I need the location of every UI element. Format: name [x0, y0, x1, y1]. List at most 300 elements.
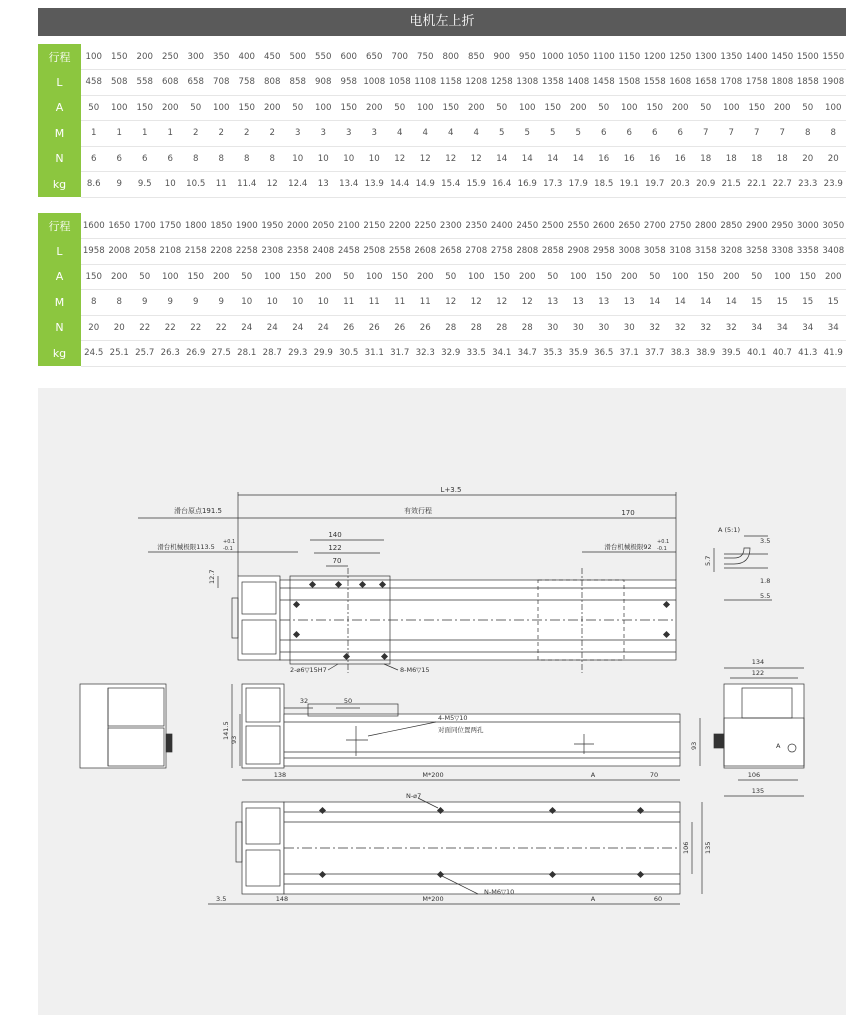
spec-cell: 2600 — [591, 213, 617, 239]
spec-cell: 350 — [209, 44, 235, 70]
spec-cell: 2650 — [617, 213, 643, 239]
spec-cell: 1308 — [515, 70, 541, 96]
spec-cell: 26 — [413, 315, 439, 341]
spec-row — [38, 239, 846, 265]
spec-cell: 3 — [311, 121, 337, 147]
side-dim-134: 134 — [751, 658, 765, 666]
spec-cell: 200 — [209, 264, 235, 290]
spec-cell: 14 — [566, 146, 592, 172]
spec-row — [38, 341, 846, 367]
spec-cell: 200 — [158, 95, 184, 121]
spec-cell: 200 — [413, 264, 439, 290]
spec-cell: 100 — [158, 264, 184, 290]
spec-cell: 2708 — [464, 239, 490, 265]
front-dim-138: 138 — [273, 771, 287, 779]
spec-row — [38, 315, 846, 341]
spec-cell: 10 — [158, 172, 184, 198]
spec-cell: 150 — [540, 95, 566, 121]
spec-cell: 28 — [464, 315, 490, 341]
bottom-dim-106: 106 — [682, 841, 690, 854]
spec-cell: 1400 — [744, 44, 770, 70]
spec-cell: 600 — [336, 44, 362, 70]
spec-cell: 32.3 — [413, 341, 439, 367]
detail-5-7: 5.7 — [704, 555, 712, 566]
dim-slide-origin: 滑台原点191.5 — [173, 507, 223, 515]
spec-cell: 1750 — [158, 213, 184, 239]
spec-cell: 1858 — [795, 70, 821, 96]
spec-cell: 100 — [617, 95, 643, 121]
spec-cell: 24 — [234, 315, 260, 341]
spec-cell: 10 — [362, 146, 388, 172]
spec-cell: 31.7 — [387, 341, 413, 367]
spec-cell: 6 — [642, 121, 668, 147]
spec-cell: 12 — [438, 146, 464, 172]
spec-cell: 20.9 — [693, 172, 719, 198]
spec-cell: 37.1 — [617, 341, 643, 367]
spec-cell: 150 — [183, 264, 209, 290]
spec-cell: 1150 — [617, 44, 643, 70]
spec-cell: 50 — [387, 95, 413, 121]
dim-70: 70 — [332, 557, 342, 565]
spec-cell: 100 — [107, 95, 133, 121]
spec-cell: 9 — [158, 290, 184, 316]
spec-cell: 6 — [668, 121, 694, 147]
spec-cell: 24 — [285, 315, 311, 341]
spec-cell: 2250 — [413, 213, 439, 239]
spec-cell: 150 — [132, 95, 158, 121]
spec-cell: 28 — [438, 315, 464, 341]
spec-cell: 2800 — [693, 213, 719, 239]
spec-cell: 3000 — [795, 213, 821, 239]
row-label: M — [38, 290, 81, 316]
spec-cell: 26 — [387, 315, 413, 341]
spec-cell: 2500 — [540, 213, 566, 239]
spec-cell: 2 — [260, 121, 286, 147]
tol-right-plus: +0.1 — [657, 539, 670, 545]
spec-cell: 15.9 — [464, 172, 490, 198]
spec-cell: 100 — [719, 95, 745, 121]
spec-cell: 18 — [693, 146, 719, 172]
spec-cell: 1008 — [362, 70, 388, 96]
spec-cell: 13 — [591, 290, 617, 316]
spec-cell: 36.5 — [591, 341, 617, 367]
spec-cell: 2358 — [285, 239, 311, 265]
spec-cell: 1950 — [260, 213, 286, 239]
detail-title: A (5:1) — [718, 526, 741, 534]
spec-cell: 100 — [81, 44, 107, 70]
spec-cell: 2508 — [362, 239, 388, 265]
spec-cell: 15 — [744, 290, 770, 316]
spec-cell: 19.1 — [617, 172, 643, 198]
spec-cell: 100 — [209, 95, 235, 121]
spec-cell: 17.9 — [566, 172, 592, 198]
spec-cell: 7 — [770, 121, 796, 147]
spec-cell: 28 — [489, 315, 515, 341]
spec-row — [38, 121, 846, 147]
spec-cell: 30 — [617, 315, 643, 341]
spec-cell: 100 — [413, 95, 439, 121]
spec-cell: 8 — [821, 121, 847, 147]
spec-cell: 14 — [642, 290, 668, 316]
spec-cell: 5 — [566, 121, 592, 147]
spec-cell: 11 — [362, 290, 388, 316]
spec-cell: 2208 — [209, 239, 235, 265]
spec-cell: 50 — [81, 95, 107, 121]
spec-cell: 22 — [158, 315, 184, 341]
spec-cell: 2200 — [387, 213, 413, 239]
spec-cell: 1708 — [719, 70, 745, 96]
spec-cell: 20 — [107, 315, 133, 341]
spec-cell: 3258 — [744, 239, 770, 265]
spec-cell: 15 — [821, 290, 847, 316]
row-label: N — [38, 315, 81, 341]
spec-cell: 758 — [234, 70, 260, 96]
spec-cell: 25.1 — [107, 341, 133, 367]
spec-cell: 200 — [107, 264, 133, 290]
spec-cell: 2450 — [515, 213, 541, 239]
front-dim-32: 32 — [299, 697, 309, 705]
spec-cell: 2458 — [336, 239, 362, 265]
spec-cell: 3 — [285, 121, 311, 147]
dim-mech-limit-left: 滑台机械极限113.5 — [157, 543, 215, 551]
spec-cell: 5 — [489, 121, 515, 147]
spec-cell: 7 — [693, 121, 719, 147]
spec-cell: 50 — [693, 95, 719, 121]
spec-cell: 200 — [132, 44, 158, 70]
spec-cell: 3358 — [795, 239, 821, 265]
detail-5-5: 5.5 — [760, 592, 771, 600]
spec-cell: 12 — [413, 146, 439, 172]
spec-cell: 1600 — [81, 213, 107, 239]
spec-cell: 150 — [489, 264, 515, 290]
row-label: M — [38, 121, 81, 147]
spec-cell: 1250 — [668, 44, 694, 70]
spec-cell: 6 — [158, 146, 184, 172]
front-note-2: 对面同位置两孔 — [438, 726, 484, 734]
spec-cell: 12 — [464, 290, 490, 316]
spec-cell: 10 — [285, 290, 311, 316]
spec-cell: 6 — [107, 146, 133, 172]
spec-cell: 34 — [795, 315, 821, 341]
spec-cell: 15.4 — [438, 172, 464, 198]
side-dim-106: 106 — [747, 771, 761, 779]
technical-drawing — [38, 388, 846, 1015]
technical-drawing-panel — [38, 388, 846, 1015]
spec-cell: 550 — [311, 44, 337, 70]
spec-cell: 150 — [642, 95, 668, 121]
spec-cell: 8 — [260, 146, 286, 172]
spec-cell: 150 — [336, 95, 362, 121]
spec-cell: 200 — [362, 95, 388, 121]
spec-cell: 1208 — [464, 70, 490, 96]
spec-cell: 19.7 — [642, 172, 668, 198]
spec-cell: 3108 — [668, 239, 694, 265]
spec-cell: 1258 — [489, 70, 515, 96]
spec-cell: 700 — [387, 44, 413, 70]
spec-row — [38, 146, 846, 172]
spec-cell: 8 — [234, 146, 260, 172]
spec-cell: 150 — [438, 95, 464, 121]
spec-cell: 10 — [311, 290, 337, 316]
spec-cell: 20 — [795, 146, 821, 172]
spec-cell: 300 — [183, 44, 209, 70]
right-side-view — [690, 658, 804, 796]
spec-cell: 18 — [770, 146, 796, 172]
spec-cell: 15 — [770, 290, 796, 316]
spec-cell: 11 — [336, 290, 362, 316]
spec-cell: 1850 — [209, 213, 235, 239]
spec-cell: 1650 — [107, 213, 133, 239]
spec-cell: 3158 — [693, 239, 719, 265]
spec-cell: 11 — [413, 290, 439, 316]
front-dim-50: 50 — [343, 697, 353, 705]
spec-cell: 1108 — [413, 70, 439, 96]
spec-cell: 2758 — [489, 239, 515, 265]
spec-row — [38, 213, 846, 239]
spec-cell: 18 — [744, 146, 770, 172]
spec-cell: 200 — [617, 264, 643, 290]
left-end-view — [80, 684, 172, 768]
spec-cell: 3008 — [617, 239, 643, 265]
spec-cell: 20 — [821, 146, 847, 172]
spec-cell: 8 — [81, 290, 107, 316]
spec-cell: 13 — [311, 172, 337, 198]
spec-cell: 1 — [107, 121, 133, 147]
spec-cell: 2950 — [770, 213, 796, 239]
spec-cell: 200 — [821, 264, 847, 290]
bottom-view — [208, 792, 712, 904]
spec-cell: 50 — [234, 264, 260, 290]
spec-cell: 150 — [81, 264, 107, 290]
spec-cell: 1658 — [693, 70, 719, 96]
spec-cell: 50 — [183, 95, 209, 121]
spec-cell: 33.5 — [464, 341, 490, 367]
spec-cell: 10 — [234, 290, 260, 316]
detail-3-5: 3.5 — [760, 537, 771, 545]
spec-cell: 12 — [489, 290, 515, 316]
spec-cell: 30 — [566, 315, 592, 341]
spec-cell: 12 — [387, 146, 413, 172]
spec-cell: 18 — [719, 146, 745, 172]
spec-cell: 8 — [209, 146, 235, 172]
side-dim-122: 122 — [751, 669, 765, 677]
dim-12-7: 12.7 — [208, 569, 216, 584]
front-dim-93: 93 — [230, 735, 238, 744]
bottom-dim-3-5: 3.5 — [216, 895, 227, 903]
spec-cell: 150 — [744, 95, 770, 121]
spec-cell: 14.4 — [387, 172, 413, 198]
spec-cell: 2850 — [719, 213, 745, 239]
dim-effective-stroke: 有效行程 — [404, 507, 432, 515]
spec-cell: 2 — [183, 121, 209, 147]
spec-cell: 658 — [183, 70, 209, 96]
spec-cell: 1 — [158, 121, 184, 147]
spec-cell: 3050 — [821, 213, 847, 239]
spec-cell: 11 — [209, 172, 235, 198]
spec-row — [38, 290, 846, 316]
spec-cell: 458 — [81, 70, 107, 96]
spec-cell: 750 — [413, 44, 439, 70]
spec-cell: 24 — [311, 315, 337, 341]
spec-cell: 2558 — [387, 239, 413, 265]
spec-cell: 8.6 — [81, 172, 107, 198]
spec-cell: 8 — [183, 146, 209, 172]
spec-cell: 41.3 — [795, 341, 821, 367]
spec-cell: 2900 — [744, 213, 770, 239]
bottom-dim-135: 135 — [704, 841, 712, 854]
spec-cell: 608 — [158, 70, 184, 96]
spec-cell: 3308 — [770, 239, 796, 265]
spec-cell: 100 — [668, 264, 694, 290]
spec-cell: 28.1 — [234, 341, 260, 367]
spec-cell: 22.7 — [770, 172, 796, 198]
dim-170: 170 — [621, 509, 635, 517]
front-dim-141-5: 141.5 — [222, 721, 230, 740]
spec-cell: 2350 — [464, 213, 490, 239]
spec-cell: 28.7 — [260, 341, 286, 367]
spec-cell: 650 — [362, 44, 388, 70]
spec-cell: 1058 — [387, 70, 413, 96]
front-dim-a: A — [590, 771, 596, 779]
spec-cell: 22.1 — [744, 172, 770, 198]
spec-cell: 29.9 — [311, 341, 337, 367]
spec-cell: 50 — [540, 264, 566, 290]
spec-cell: 200 — [566, 95, 592, 121]
spec-cell: 3 — [336, 121, 362, 147]
spec-cell: 1550 — [821, 44, 847, 70]
spec-cell: 1100 — [591, 44, 617, 70]
spec-cell: 400 — [234, 44, 260, 70]
spec-cell: 23.3 — [795, 172, 821, 198]
spec-cell: 1350 — [719, 44, 745, 70]
side-a-label: A — [776, 742, 781, 750]
spec-cell: 40.7 — [770, 341, 796, 367]
spec-cell: 150 — [387, 264, 413, 290]
top-view — [138, 486, 676, 674]
spec-cell: 34 — [770, 315, 796, 341]
spec-cell: 9.5 — [132, 172, 158, 198]
spec-cell: 13.9 — [362, 172, 388, 198]
spec-cell: 1158 — [438, 70, 464, 96]
front-note-1: 4-M5▽10 — [438, 714, 468, 722]
spec-cell: 6 — [81, 146, 107, 172]
spec-cell: 1050 — [566, 44, 592, 70]
spec-cell: 34.1 — [489, 341, 515, 367]
spec-cell: 9 — [183, 290, 209, 316]
spec-cell: 2308 — [260, 239, 286, 265]
spec-cell: 1758 — [744, 70, 770, 96]
tol-right-minus: -0.1 — [657, 546, 667, 552]
spec-cell: 5 — [515, 121, 541, 147]
spec-cell: 22 — [209, 315, 235, 341]
spec-cell: 13 — [617, 290, 643, 316]
spec-row — [38, 44, 846, 70]
spec-cell: 15 — [795, 290, 821, 316]
spec-cell: 6 — [617, 121, 643, 147]
spec-cell: 3208 — [719, 239, 745, 265]
spec-cell: 39.5 — [719, 341, 745, 367]
spec-cell: 1300 — [693, 44, 719, 70]
dim-122: 122 — [328, 544, 342, 552]
spec-cell: 16 — [617, 146, 643, 172]
spec-cell: 50 — [642, 264, 668, 290]
dim-overall: L+3.5 — [440, 486, 462, 494]
spec-cell: 14.9 — [413, 172, 439, 198]
spec-cell: 200 — [719, 264, 745, 290]
spec-cell: 25.7 — [132, 341, 158, 367]
spec-cell: 38.3 — [668, 341, 694, 367]
spec-cell: 2858 — [540, 239, 566, 265]
row-label: L — [38, 239, 81, 265]
spec-cell: 2608 — [413, 239, 439, 265]
spec-cell: 1000 — [540, 44, 566, 70]
spec-cell: 16 — [591, 146, 617, 172]
spec-cell: 34.7 — [515, 341, 541, 367]
spec-cell: 34 — [821, 315, 847, 341]
spec-cell: 11 — [387, 290, 413, 316]
spec-cell: 16 — [668, 146, 694, 172]
tol-left-minus: -0.1 — [223, 546, 233, 552]
spec-cell: 708 — [209, 70, 235, 96]
spec-cell: 958 — [336, 70, 362, 96]
spec-cell: 50 — [438, 264, 464, 290]
spec-cell: 9 — [107, 172, 133, 198]
bottom-dim-a: A — [590, 895, 596, 903]
spec-cell: 50 — [336, 264, 362, 290]
row-label: kg — [38, 341, 81, 367]
spec-cell: 200 — [260, 95, 286, 121]
spec-cell: 30 — [540, 315, 566, 341]
front-dim-70: 70 — [649, 771, 659, 779]
spec-cell: 12.4 — [285, 172, 311, 198]
spec-cell: 150 — [234, 95, 260, 121]
spec-cell: 200 — [770, 95, 796, 121]
spec-cell: 6 — [591, 121, 617, 147]
spec-cell: 40.1 — [744, 341, 770, 367]
spec-cell: 50 — [132, 264, 158, 290]
spec-cell: 100 — [260, 264, 286, 290]
bottom-note-n-m6: N-M6▽10 — [484, 888, 515, 896]
spec-cell: 150 — [693, 264, 719, 290]
spec-cell: 35.3 — [540, 341, 566, 367]
note-hole-right: 8-M6▽15 — [400, 666, 430, 674]
spec-cell: 2100 — [336, 213, 362, 239]
spec-cell: 100 — [770, 264, 796, 290]
spec-cell: 1458 — [591, 70, 617, 96]
spec-cell: 14 — [719, 290, 745, 316]
spec-cell: 3 — [362, 121, 388, 147]
spec-cell: 26 — [362, 315, 388, 341]
spec-cell: 900 — [489, 44, 515, 70]
row-label: kg — [38, 172, 81, 198]
spec-cell: 2158 — [183, 239, 209, 265]
spec-cell: 3408 — [821, 239, 847, 265]
spec-cell: 100 — [362, 264, 388, 290]
spec-cell: 26.9 — [183, 341, 209, 367]
spec-cell: 2 — [234, 121, 260, 147]
spec-cell: 1908 — [821, 70, 847, 96]
bottom-dim-60: 60 — [653, 895, 663, 903]
spec-cell: 908 — [311, 70, 337, 96]
spec-cell: 35.9 — [566, 341, 592, 367]
row-label: L — [38, 70, 81, 96]
spec-cell: 2908 — [566, 239, 592, 265]
spec-cell: 12 — [464, 146, 490, 172]
spec-cell: 2300 — [438, 213, 464, 239]
spec-row — [38, 70, 846, 96]
spec-cell: 37.7 — [642, 341, 668, 367]
spec-cell: 100 — [515, 95, 541, 121]
